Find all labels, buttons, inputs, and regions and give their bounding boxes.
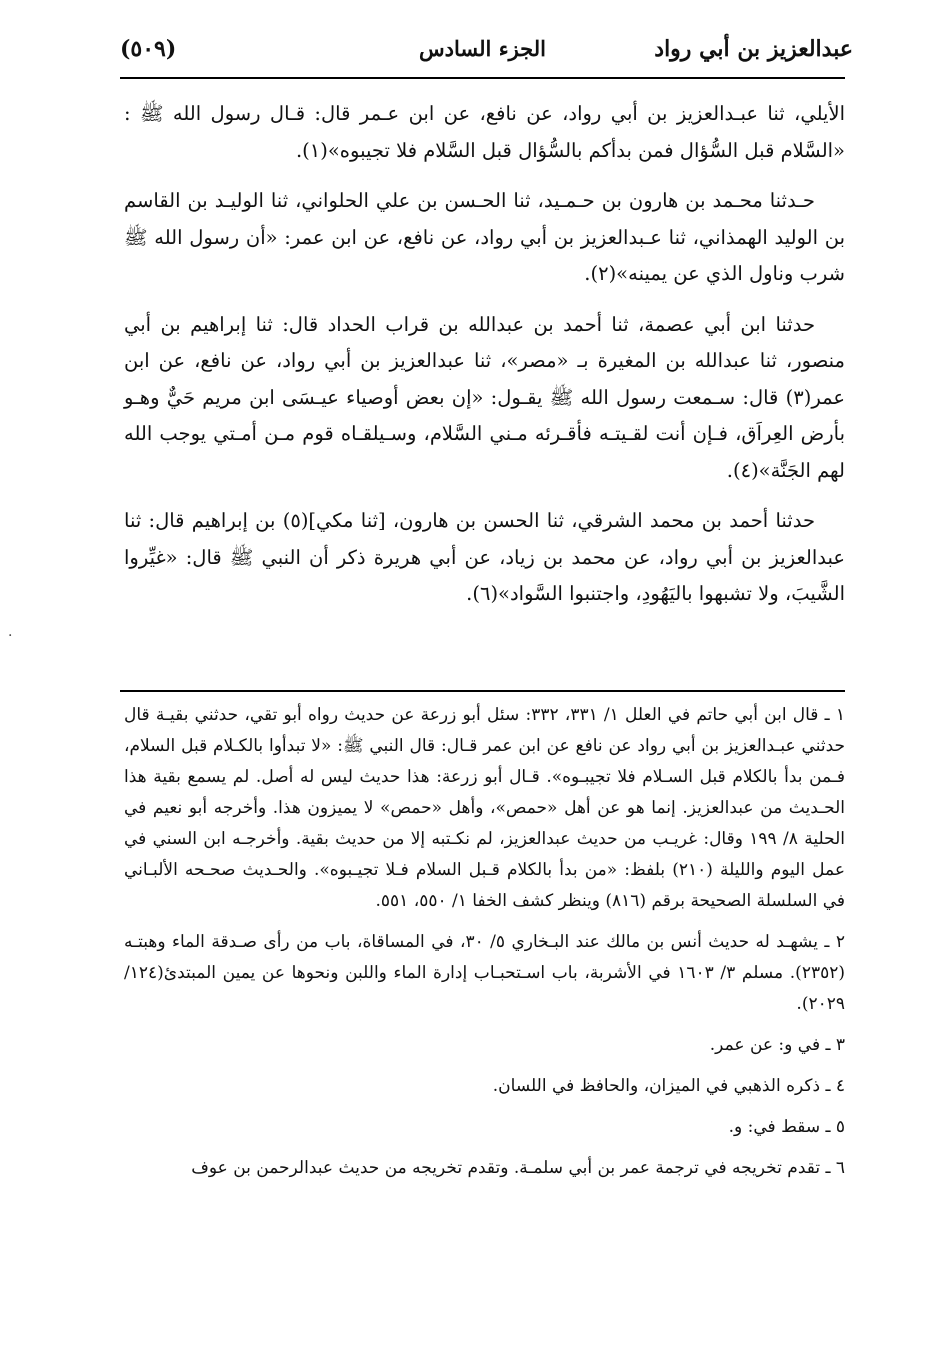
footnote: ١ ـ قال ابن أبي حاتم في العلل ١/ ٣٣١، ٣٣٢: سئل أبو زرعة عن حديث رواه أبو تقي، حدثني بقيـة قال حدثني عبـدالعزيز بن أبي رواد عن نافع عن ابن عمر قـال: قال النبي ﷺ: «لا تبدأوا بالكـلام قبل السلام، فـمن بدأ بالكلام قبل السـلام فلا تجيبـوه». قـال أبو زرعة: هذا حديث ليس له أصل. لم يسمع بقية هذا الحـديث من عبدالعزيز. إنما هو عن أهل «حمص»، وأهل «حمص» لا يميزون هذا. وأخرجه أبو نعيم في الحلية ٨/ ١٩٩ وقال: غريـب من حديث عبدالعزيز، لم نكـتبه إلا من حديث بقية. وأخرجـه ابن السني في عمل اليوم والليلة (٢١٠) بلفظ: «من بدأ بالكلام قـبل السلام فـلا تجيـبوه». والحـديث صحـحه الألبـاني في السلسلة الصحيحة برقم (٨١٦) وينظر كشف الخفا ١/ ٥٥٠، ٥٥١. [124,705,846,911]
main-text [124,96,845,627]
margin-mark: · [8,628,13,644]
footnote-rule [120,690,845,692]
paragraph: حـدثنا محـمد بن هارون بن حـمـيد، ثنا الحـسن بن علي الحلواني، ثنا الوليـد بن القاسم بن الوليد الهمذاني، ثنا عـبدالعزيز بن أبي رواد، عن نافع، عن ابن عمر: «أن رسول الله ﷺ شرب وناول الذي عن يمينه»(٢). [124,189,845,285]
footnote: ٢ ـ يشهـد له حديث أنس بن مالك عند البـخاري ٥/ ٣٠، في المساقاة، باب من رأى صـدقة الماء وهبتـه (٢٣٥٢). مسلم ٣/ ١٦٠٣ في الأشربة، باب اسـتحبـاب إدارة الماء واللبن ونحوها عن يمين المبتدئ(١٢٤/ ٢٠٢٩). [124,932,845,1014]
running-head [120,36,853,76]
footnote: ٤ ـ ذكره الذهبي في الميزان، والحافظ في اللسان. [492,1076,845,1096]
footnote: ٦ ـ تقدم تخريجه في ترجمة عمر بن أبي سلمـة. وتقدم تخريجه من حديث عبدالرحمن بن عوف [191,1158,845,1178]
page-number: (٥٠٩) [120,36,177,62]
footnote: ٥ ـ سقط في: و. [728,1117,845,1137]
header-rule [120,77,845,79]
book-section-title: عبدالعزيز بن أبي رواد [654,36,853,62]
volume-title: الجزء السادس [419,36,546,61]
paragraph: حدثنا أحمد بن محمد الشرقي، ثنا الحسن بن هارون، [ثنا مكي](٥) بن إبراهيم قال: ثنا عبدالعزيز بن أبي رواد، عن محمد بن زياد، عن أبي هريرة ذكر أن النبي ﷺ قال: «غيِّروا الشَّيبَ، ولا تشبهوا باليَهُودِ، واجتنبوا السَّواد»(٦). [124,509,845,605]
page [120,0,853,1372]
paragraph: حدثنا ابن أبي عصمة، ثنا أحمد بن عبدالله بن قراب الحداد قال: ثنا إبراهيم بن أبي منصور، ثنا عبدالله بن المغيرة بـ «مصر»، ثنا عبدالعزيز بن أبي رواد، عن نافع، عن ابن عمر(٣) قال: سـمعت رسول الله ﷺ يقـول: «إن بعض أوصياء عيـسَى ابن مريم حَيٌّ وهـو بأرض العِراَق، فـإن أنت لقـيتـه فأقـرئه مـني السَّلام، وسـيلقـاه قوم مـن أمـتي يوجب الله لهم الجَنَّة»(٤). [124,312,845,482]
footnote: ٣ ـ في و: عن عمر. [709,1035,845,1055]
footnotes [124,700,845,1194]
paragraph: الأيلي، ثنا عبـدالعزيز بن أبي رواد، عن نافع، عن ابن عـمر قال: قـال رسول الله ﷺ : «السَّلام قبل السُّؤال فمن بدأكم بالسُّؤال قبل السَّلام فلا تجيبوه»(١). [124,102,845,162]
